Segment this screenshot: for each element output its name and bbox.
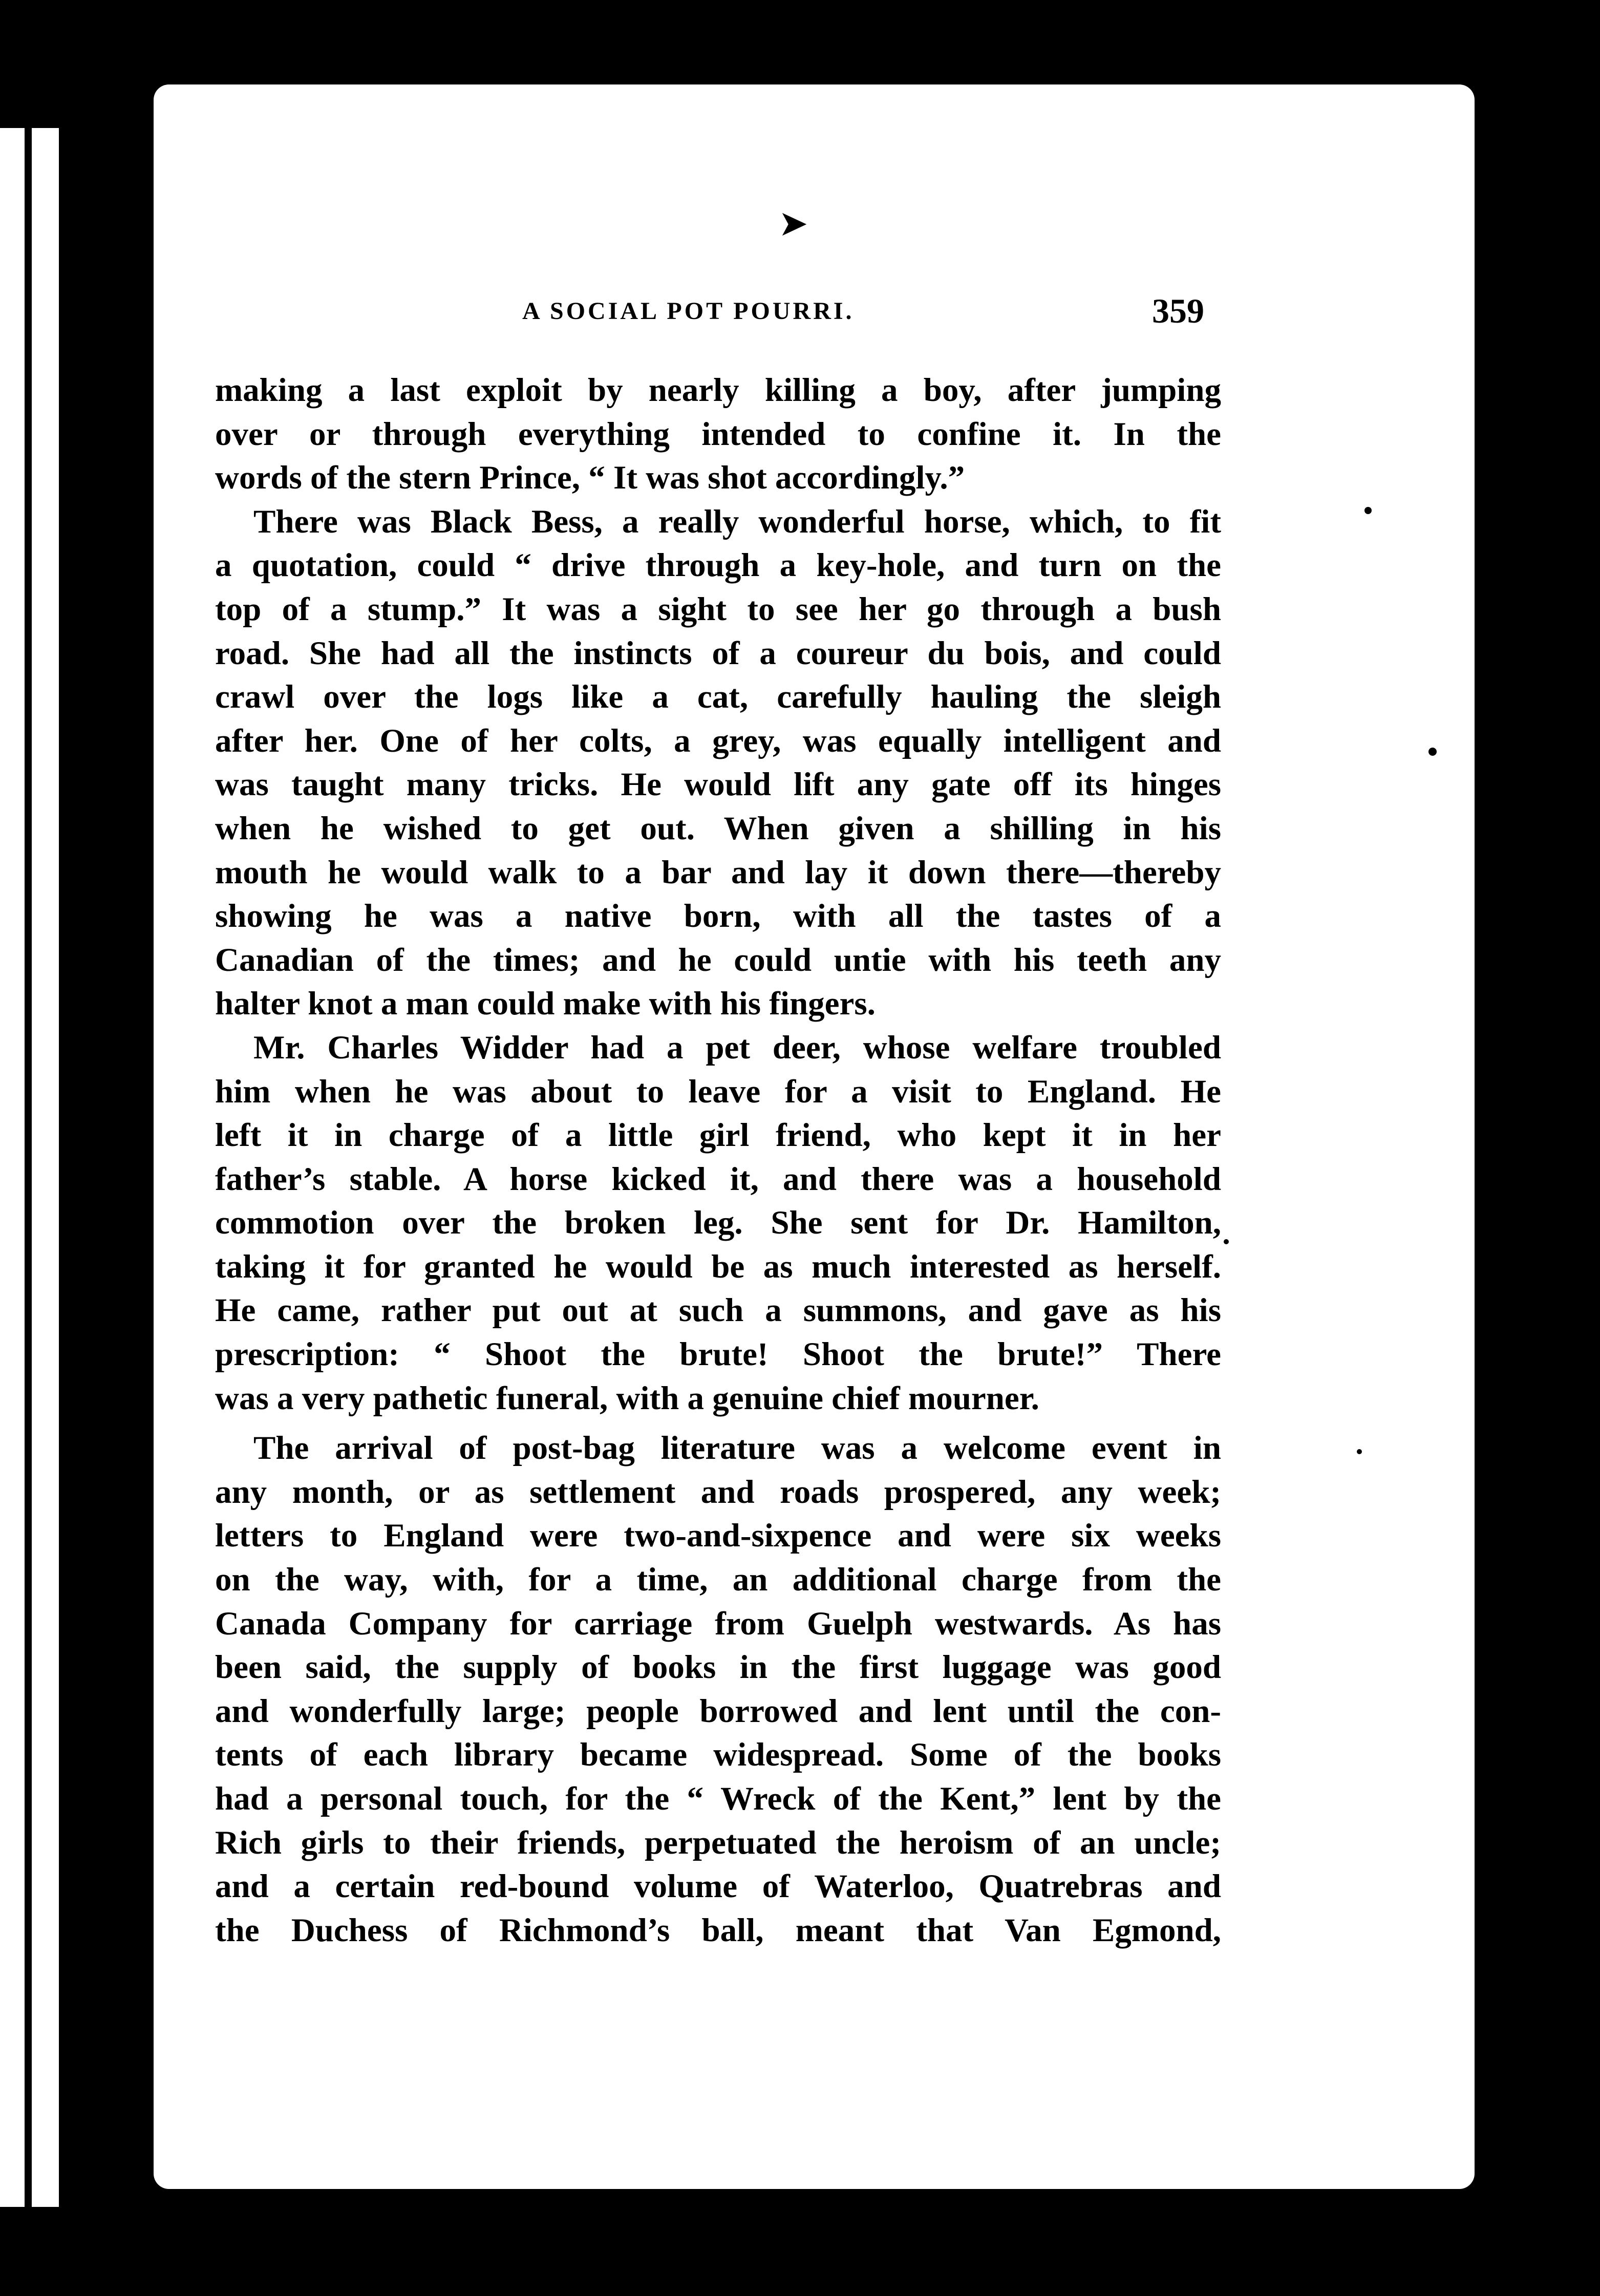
ink-mark: ➤: [778, 202, 808, 244]
text-line: mouth he would walk to a bar and lay it down there—thereby: [215, 854, 1221, 891]
paragraph: [215, 1427, 1221, 1952]
text-line: Rich girls to their friends, perpetuated the heroism of an uncle;: [215, 1824, 1221, 1861]
text-line: crawl over the logs like a cat, carefully hauling the sleigh: [215, 678, 1221, 716]
binding-shadow: [25, 128, 32, 2207]
text-line: Canadian of the times; and he could untie with his teeth any: [215, 941, 1221, 979]
text-line: top of a stump.” It was a sight to see her go through a bush: [215, 590, 1221, 628]
text-line: had a personal touch, for the “ Wreck of the Kent,” lent by the: [215, 1780, 1221, 1817]
paragraph-gap: [215, 1420, 1221, 1427]
text-line: commotion over the broken leg. She sent for Dr. Hamilton,: [215, 1204, 1221, 1242]
text-line: him when he was about to leave for a visit to England. He: [215, 1073, 1221, 1110]
scan-speck: [1224, 1239, 1229, 1244]
paragraph: [215, 500, 1221, 1026]
text-line: There was Black Bess, a really wonderful horse, which, to fit: [253, 503, 1221, 540]
text-line: tents of each library became widespread. Some of the books: [215, 1736, 1221, 1774]
text-line: taking it for granted he would be as much interested as herself.: [215, 1248, 1221, 1285]
text-line: and a certain red-bound volume of Waterloo, Quatrebras and: [215, 1868, 1221, 1905]
text-line: a quotation, could “ drive through a key-hole, and turn on the: [215, 547, 1221, 584]
text-line: making a last exploit by nearly killing a boy, after jumping: [215, 372, 1221, 409]
text-line: any month, or as settlement and roads prospered, any week;: [215, 1473, 1221, 1511]
text-line: letters to England were two-and-sixpence and were six weeks: [215, 1517, 1221, 1555]
text-line: the Duchess of Richmond’s ball, meant that Van Egmond,: [215, 1911, 1221, 1949]
page-number: 359: [1152, 291, 1204, 330]
text-line: on the way, with, for a time, an additional charge from the: [215, 1561, 1221, 1599]
paragraph: [215, 1026, 1221, 1420]
scan-speck: [1428, 748, 1437, 756]
text-line: The arrival of post-bag literature was a welcome event in: [253, 1430, 1221, 1467]
text-line: was taught many tricks. He would lift any gate off its hinges: [215, 766, 1221, 803]
text-line: left it in charge of a little girl friend, who kept it in her: [215, 1117, 1221, 1154]
text-line: been said, the supply of books in the first luggage was good: [215, 1649, 1221, 1686]
text-line: when he wished to get out. When given a shilling in his: [215, 810, 1221, 847]
scan-speck: [1364, 507, 1372, 514]
text-line: Canada Company for carriage from Guelph westwards. As has: [215, 1605, 1221, 1642]
running-header: A SOCIAL POT POURRI.: [522, 297, 855, 325]
text-line: halter knot a man could make with his fingers.: [215, 985, 876, 1023]
text-line: road. She had all the instincts of a coureur du bois, and could: [215, 634, 1221, 672]
text-line: over or through everything intended to confine it. In the: [215, 415, 1221, 453]
text-line: He came, rather put out at such a summons, and gave as his: [215, 1292, 1221, 1329]
text-line: words of the stern Prince, “ It was shot accordingly.”: [215, 459, 965, 497]
text-line: was a very pathetic funeral, with a genuine chief mourner.: [215, 1379, 1039, 1417]
body-text: [215, 369, 1221, 1952]
text-line: and wonderfully large; people borrowed and lent until the con-: [215, 1692, 1221, 1730]
scan-speck: [1357, 1449, 1362, 1454]
text-line: after her. One of her colts, a grey, was equally intelligent and: [215, 722, 1221, 759]
text-line: father’s stable. A horse kicked it, and there was a household: [215, 1160, 1221, 1198]
text-line: prescription: “ Shoot the brute! Shoot the brute!” There: [215, 1336, 1221, 1373]
text-line: Mr. Charles Widder had a pet deer, whose welfare troubled: [253, 1029, 1221, 1066]
text-line: showing he was a native born, with all the tastes of a: [215, 898, 1221, 935]
paragraph: [215, 369, 1221, 500]
